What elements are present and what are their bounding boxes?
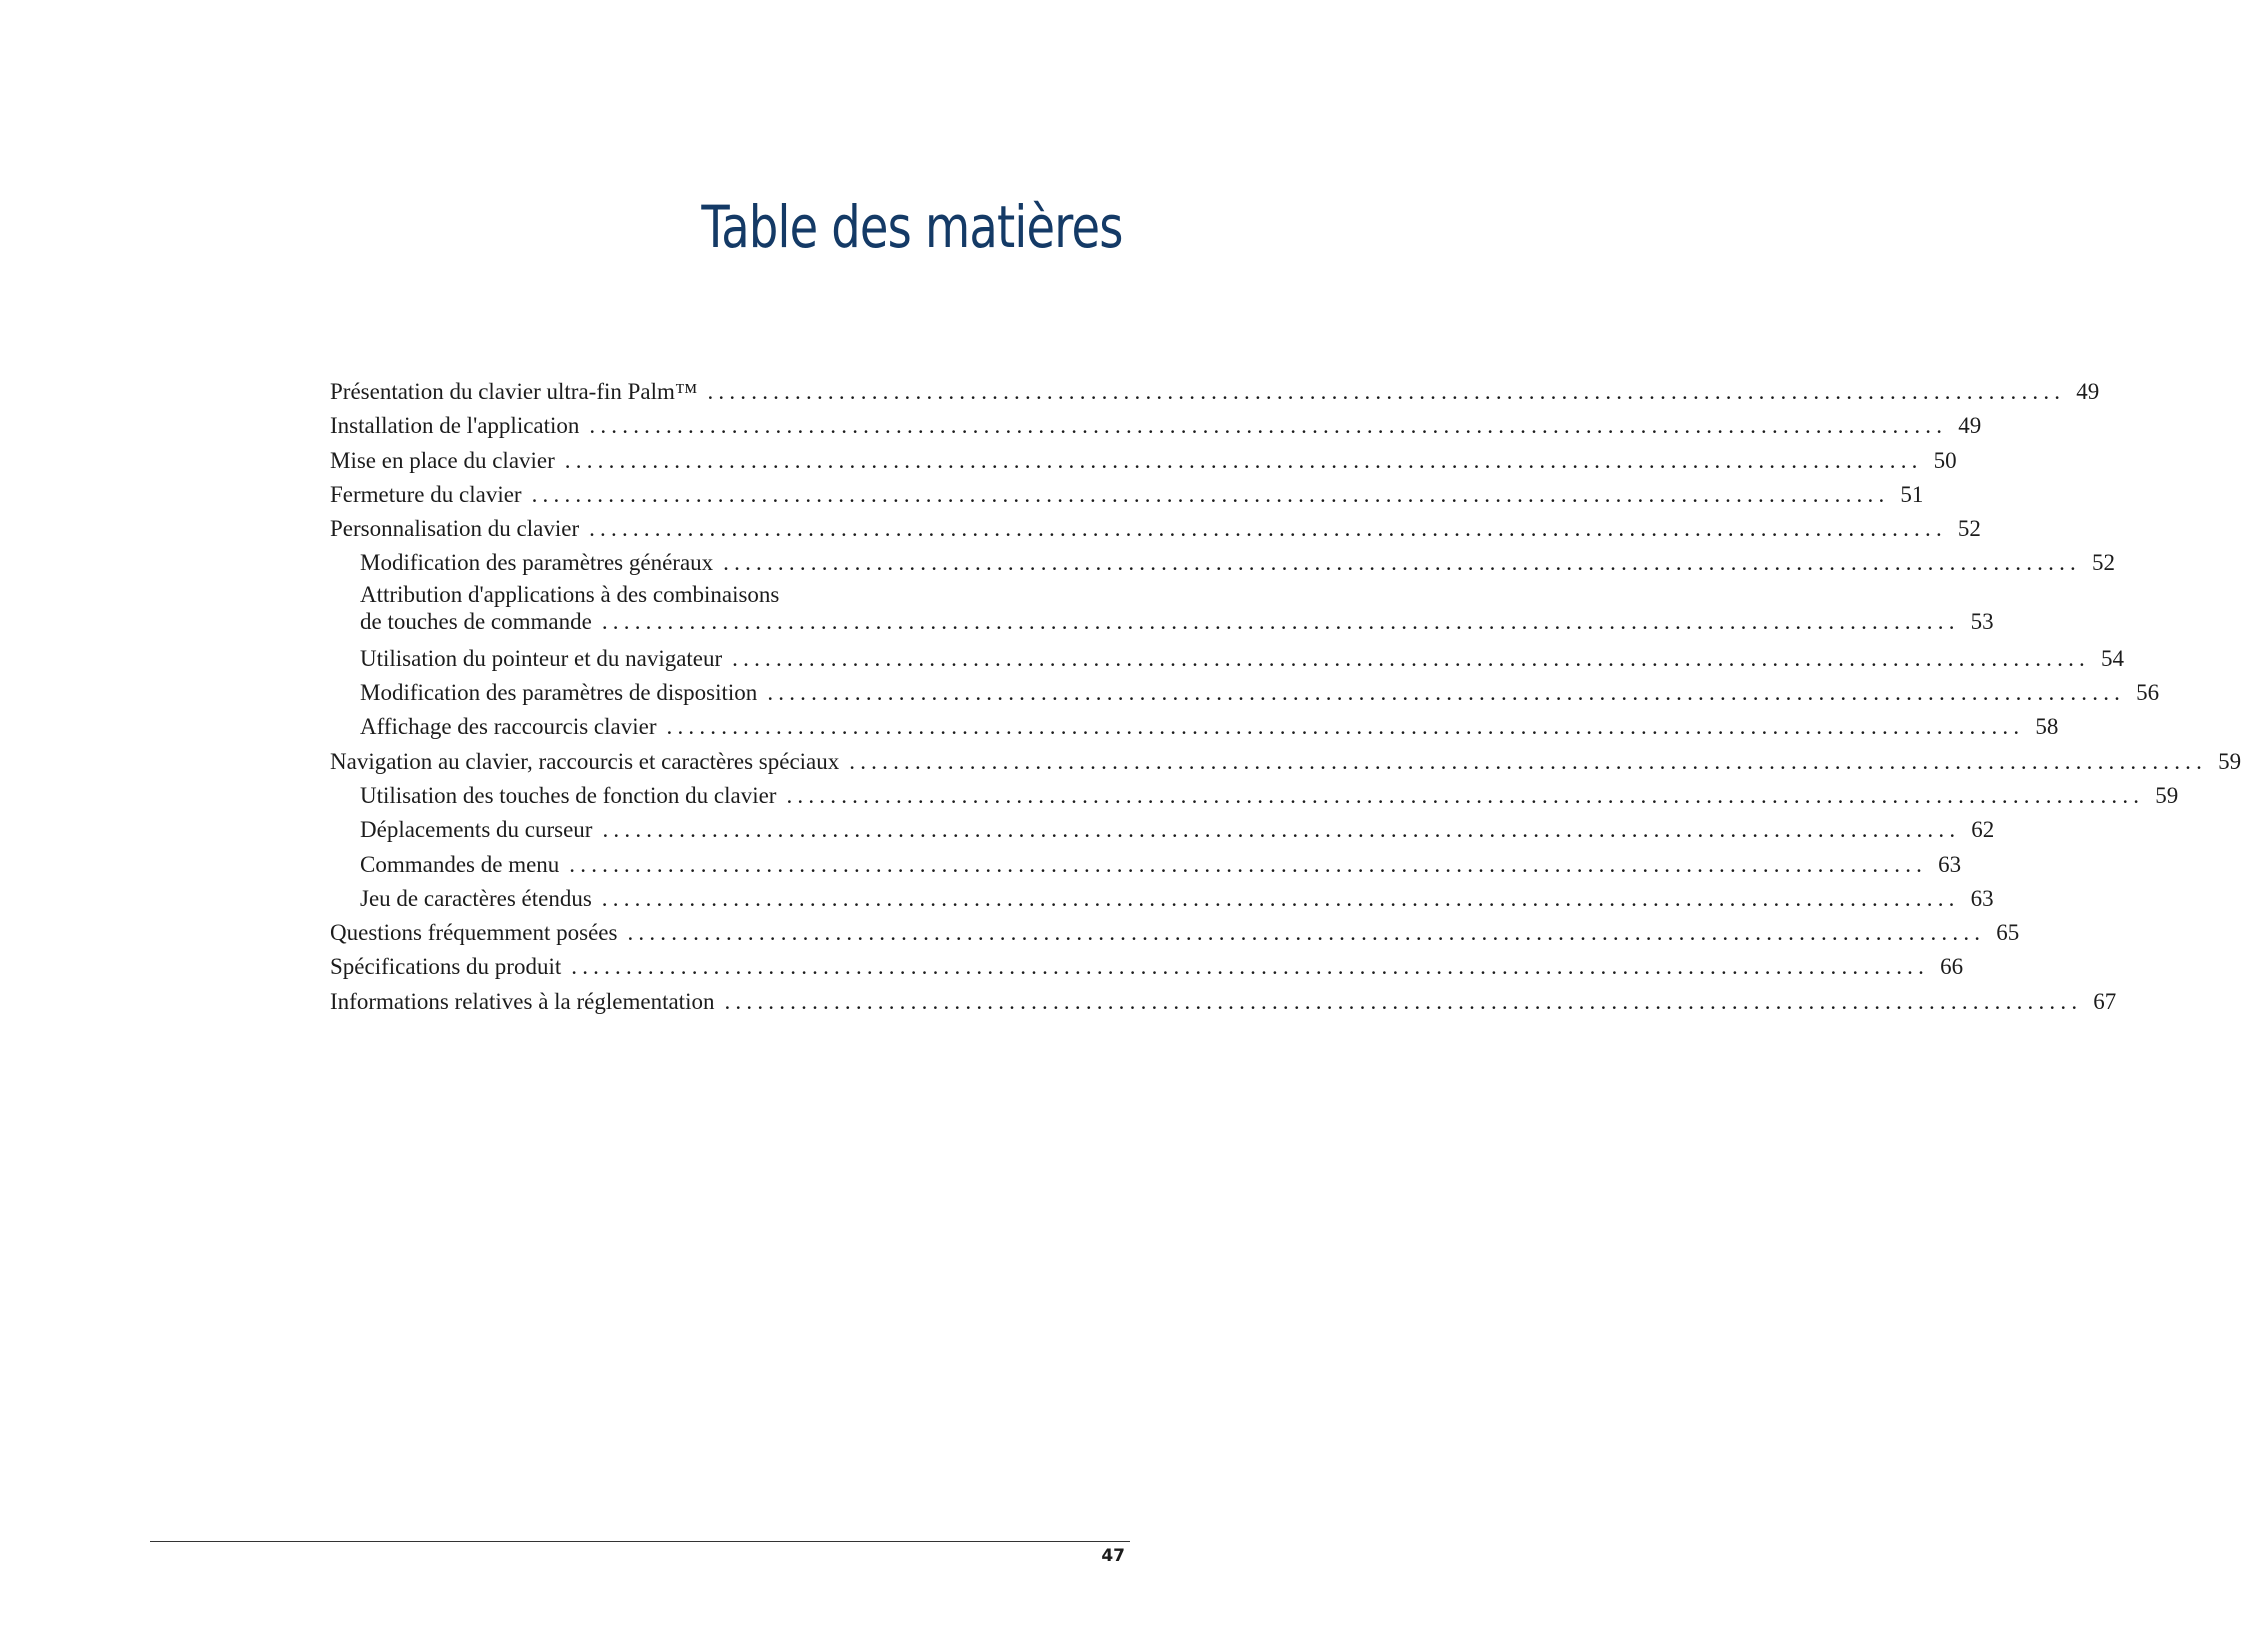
toc-page-number: 65: [1996, 920, 2020, 946]
dot-leader: ............................................................................................................................: [767, 680, 2126, 706]
toc-entry-title: Jeu de caractères étendus: [360, 885, 592, 911]
dot-leader: ............................................................................................................................: [724, 988, 2083, 1014]
toc-entry-title: Installation de l'application: [330, 413, 580, 439]
toc-entry[interactable]: [330, 512, 1981, 546]
dot-leader: ............................................................................................................................: [601, 885, 1960, 911]
toc-page-number: 63: [1938, 851, 1962, 877]
toc-entry[interactable]: [330, 409, 1982, 443]
toc-entry[interactable]: [330, 745, 2241, 779]
toc-page-number: 67: [2093, 988, 2117, 1014]
toc-entry-title: Navigation au clavier, raccourcis et caractères spéciaux: [330, 748, 840, 774]
toc-page-number: 66: [1940, 954, 1964, 980]
page-title: Table des matières: [701, 193, 1123, 261]
toc-subentry[interactable]: [330, 779, 2179, 813]
toc-page-number: 49: [1958, 413, 1982, 439]
toc-entry-title: Mise en place du clavier: [330, 447, 555, 473]
footer-divider: [150, 1541, 1130, 1542]
toc-entry-title: Fermeture du clavier: [330, 481, 522, 507]
toc-subentry[interactable]: [330, 676, 2160, 710]
toc-entry[interactable]: [330, 950, 1964, 984]
page-number: 47: [1101, 1546, 1125, 1566]
toc-page-number: 63: [1970, 885, 1994, 911]
toc-entry-title-line1: Attribution d'applications à des combinaisons: [360, 581, 780, 607]
toc-entry-title: Modification des paramètres généraux: [360, 550, 714, 576]
toc-page-number: 51: [1900, 481, 1924, 507]
toc-entry-title: Spécifications du produit: [330, 954, 562, 980]
toc-entry-title: Commandes de menu: [360, 851, 560, 877]
dot-leader: ............................................................................................................................: [531, 481, 1890, 507]
toc-entry-title: Informations relatives à la réglementation: [330, 988, 715, 1014]
toc-subentry[interactable]: [330, 581, 1994, 642]
toc-entry[interactable]: [330, 375, 2100, 409]
toc-page-number: 62: [1971, 817, 1995, 843]
toc-subentry[interactable]: [330, 710, 2059, 744]
dot-leader: ............................................................................................................................: [569, 851, 1928, 877]
toc-page-number: 53: [1970, 608, 1994, 634]
dot-leader: ............................................................................................................................: [601, 608, 1960, 634]
dot-leader: ............................................................................................................................: [666, 714, 2025, 740]
toc-page-number: 59: [2218, 748, 2241, 774]
dot-leader: ............................................................................................................................: [571, 954, 1930, 980]
dot-leader: ............................................................................................................................: [786, 782, 2145, 808]
toc-page-number: 52: [1957, 516, 1981, 542]
dot-leader: ............................................................................................................................: [707, 379, 2066, 404]
toc-subentry[interactable]: [330, 882, 1994, 916]
toc-entry-title-line2: de touches de commande: [360, 608, 592, 634]
toc-page-number: 58: [2035, 714, 2059, 740]
dot-leader: ............................................................................................................................: [849, 748, 2208, 774]
toc-subentry[interactable]: [330, 642, 2124, 676]
toc-entry[interactable]: [330, 444, 1957, 478]
table-of-contents: [330, 375, 2241, 1019]
dot-leader: ............................................................................................................................: [732, 645, 2090, 671]
toc-subentry[interactable]: [330, 546, 2115, 580]
toc-entry-title: Personnalisation du clavier: [330, 516, 580, 542]
dot-leader: ............................................................................................................................: [723, 550, 2081, 576]
dot-leader: ............................................................................................................................: [627, 920, 1986, 946]
toc-page-number: 49: [2076, 379, 2100, 404]
toc-entry[interactable]: [330, 478, 1924, 512]
toc-entry-title: Modification des paramètres de disposition: [360, 680, 758, 706]
toc-subentry[interactable]: [330, 813, 1995, 847]
toc-entry[interactable]: [330, 985, 2117, 1019]
toc-page-number: 59: [2155, 782, 2179, 808]
toc-page-number: 56: [2136, 680, 2160, 706]
toc-entry-title: Déplacements du curseur: [360, 817, 593, 843]
toc-entry[interactable]: [330, 916, 2020, 950]
dot-leader: ............................................................................................................................: [589, 516, 1947, 542]
dot-leader: ............................................................................................................................: [602, 817, 1961, 843]
toc-page-number: 54: [2100, 645, 2124, 671]
toc-page-number: 50: [1933, 447, 1957, 473]
toc-entry-title: Questions fréquemment posées: [330, 920, 618, 946]
toc-subentry[interactable]: [330, 848, 1962, 882]
toc-page-number: 52: [2091, 550, 2115, 576]
dot-leader: ............................................................................................................................: [564, 447, 1923, 473]
toc-entry-title: Utilisation du pointeur et du navigateur: [360, 645, 723, 671]
toc-entry-title: Utilisation des touches de fonction du clavier: [360, 782, 777, 808]
toc-entry-title: Présentation du clavier ultra-fin Palm™: [330, 379, 698, 404]
dot-leader: ............................................................................................................................: [589, 413, 1948, 439]
toc-entry-title: Affichage des raccourcis clavier: [360, 714, 657, 740]
